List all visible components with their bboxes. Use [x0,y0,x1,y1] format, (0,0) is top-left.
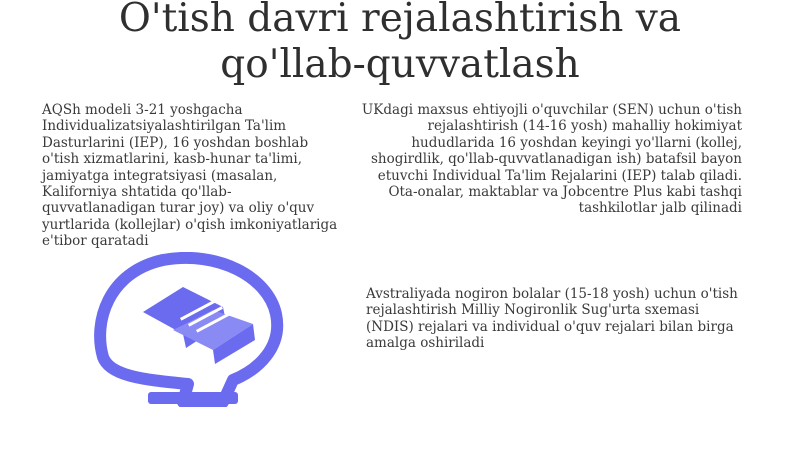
uk-model-text: UKdagi maxsus ehtiyojli o'quvchilar (SEN) uchun o'tish rejalashtirish (14-16 yosh) mahalliy hokimiyat hududlarida 16 yoshdan keyingi yo'llarni (kollej, shogirdlik, qo'llab-quvvatlanadigan ish) batafsil bayon etuvchi Individual Ta'lim Rejalarini (IEP) talab qiladi. Ota-onalar, maktablar va Jobcentre Plus kabi tashqi tashkilotlar jalb qilinadi [361,102,742,217]
title-line-1: O'tish davri rejalashtirish va [118,0,682,41]
slide-title [0,0,800,88]
australia-model-text: Avstraliyada nogiron bolalar (15-18 yosh) uchun o'tish rejalashtirish Milliy Nogironlik Sug'urta sxemasi (NDIS) rejalari va individual o'quv rejalari bilan birga amalga oshiriladi [366,286,738,352]
title-line-2: qo'llab-quvvatlash [220,42,580,87]
lightbulb-book-icon [88,252,348,407]
usa-model-text: AQSh modeli 3-21 yoshgacha Individualizatsiyalashtirilgan Ta'lim Dasturlarini (IEP), 16 yoshdan boshlab o'tish xizmatlarini, kasb-hunar ta'limi, jamiyatga integratsiyasi (masalan, Kaliforniya shtatida qo'llab-quvvatlanadigan turar joy) va oliy o'quv yurtlarida (kollejlar) o'qish imkoniyatlariga e'tibor qaratadi [42,102,338,250]
